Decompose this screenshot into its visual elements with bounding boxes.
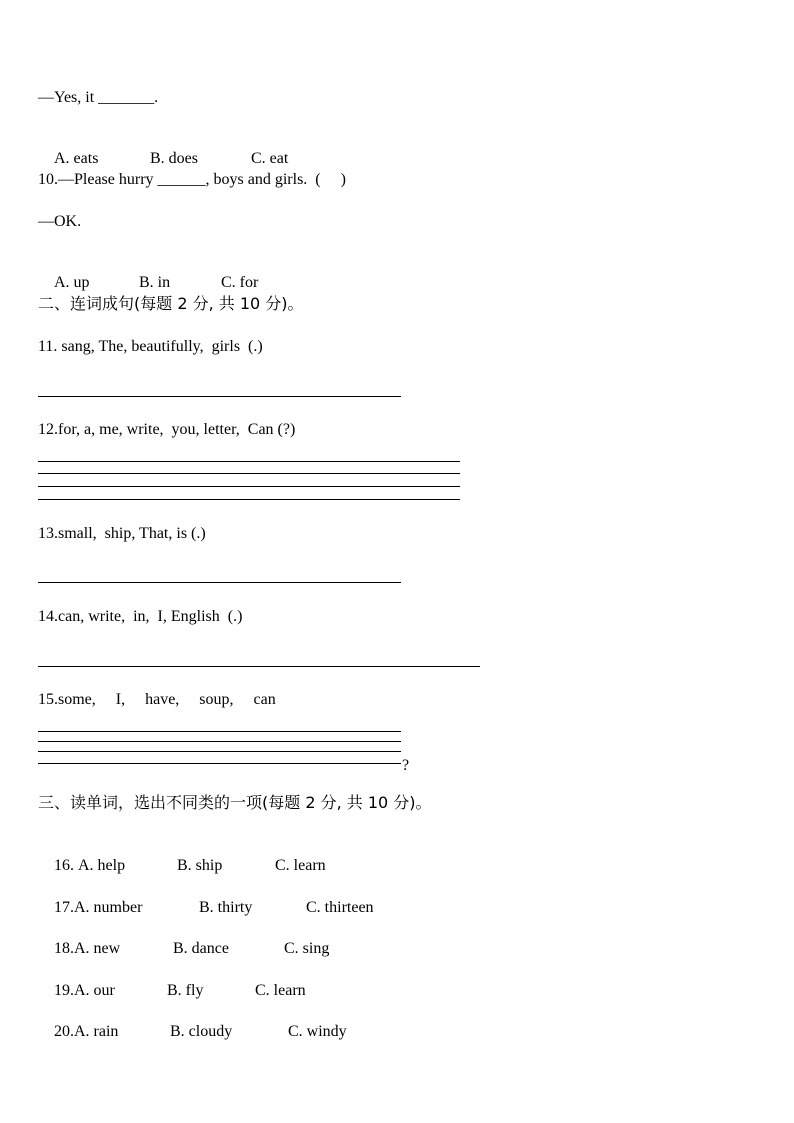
q10-option-c: C. for [221,274,259,291]
q17-option-b: B. thirty [199,899,253,916]
q20-option-a: A. rain [74,1023,119,1040]
q20-number: 20. [54,1023,74,1040]
q17-option-a: A. number [74,899,143,916]
q9-option-a: A. eats [54,150,99,167]
section3-heading: 三、读单词，选出不同类的一项(每题 2 分, 共 10 分)。 [38,793,432,812]
q20-option-c: C. windy [288,1023,347,1040]
q14-answer-line [38,666,480,667]
q9-option-c: C. eat [251,150,289,167]
q13-prompt: 13.small, ship, That, is (.) [38,525,206,542]
q16-option-b: B. ship [177,857,223,874]
q20-row [38,1002,347,1062]
q9-answer-line: —Yes, it _______. [38,89,159,106]
q15-answer-line-3 [38,751,401,752]
q15-answer-line-1 [38,731,401,732]
q18-option-a: A. new [74,940,121,957]
q12-answer-line-4 [38,499,460,500]
q20-option-b: B. cloudy [170,1023,233,1040]
q19-option-a: A. our [74,982,115,999]
q10-stem: 10.—Please hurry ______, boys and girls. ( ) [38,171,346,188]
q18-number: 18. [54,940,74,957]
q10-option-b: B. in [139,274,171,291]
q13-answer-line [38,582,401,583]
q19-option-c: C. learn [255,982,306,999]
q10-option-a: A. up [54,274,90,291]
q15-answer-line-2 [38,741,401,742]
q15-prompt: 15.some, I, have, soup, can [38,691,276,708]
q12-answer-line-2 [38,473,460,474]
q15-end-mark: ? [402,757,410,774]
q12-prompt: 12.for, a, me, write, you, letter, Can (?) [38,421,296,438]
q16-option-c: C. learn [275,857,326,874]
q14-prompt: 14.can, write, in, I, English (.) [38,608,243,625]
q9-option-b: B. does [150,150,198,167]
q19-option-b: B. fly [167,982,204,999]
q15-answer-line-4 [38,763,401,764]
q16-option-a: A. help [78,857,126,874]
q16-number: 16. [54,857,78,874]
q17-option-c: C. thirteen [306,899,374,916]
section2-heading: 二、连词成句(每题 2 分, 共 10 分)。 [38,294,304,313]
q12-answer-line-3 [38,486,460,487]
q11-answer-line [38,396,401,397]
q19-number: 19. [54,982,74,999]
q12-answer-line-1 [38,461,460,462]
q18-option-c: C. sing [284,940,330,957]
q18-option-b: B. dance [173,940,229,957]
q10-reply: —OK. [38,213,82,230]
q11-prompt: 11. sang, The, beautifully, girls (.) [38,338,263,355]
q17-number: 17. [54,899,74,916]
